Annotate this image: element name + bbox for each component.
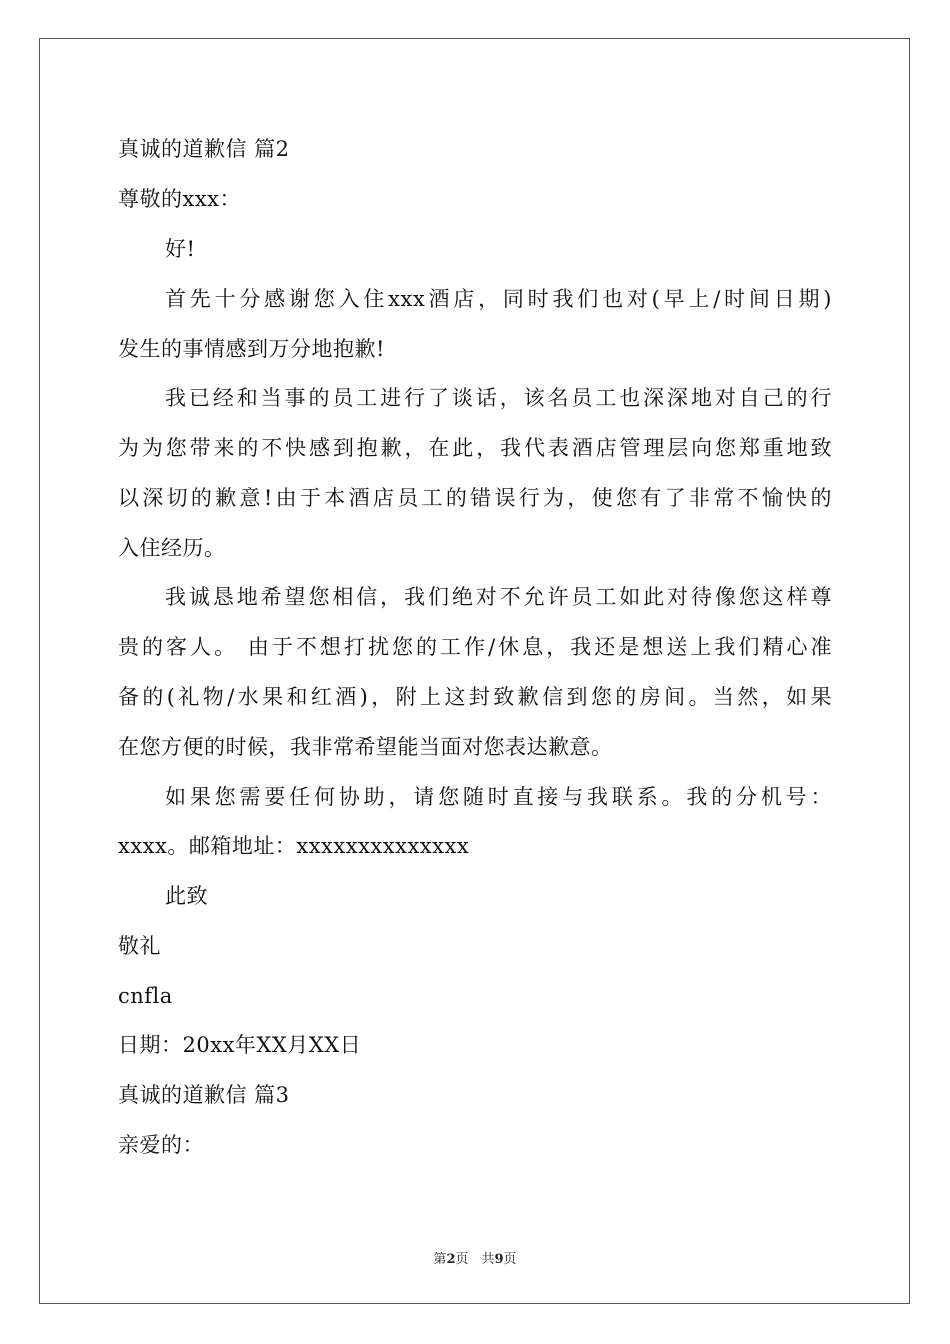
date-line: 日期：20xx年XX月XX日 <box>118 1033 362 1057</box>
paragraph-line: 入住经历。 <box>118 536 226 560</box>
signature: cnfla <box>118 984 173 1008</box>
paragraph-line: 为为您带来的不快感到抱歉，在此，我代表酒店管理层向您郑重地致 <box>118 436 832 460</box>
footer-mid: 页 共 <box>455 1252 495 1267</box>
paragraph-line: 首先十分感谢您入住xxx酒店，同时我们也对(早上/时间日期) <box>165 287 832 311</box>
footer-page-number: 2 <box>446 1252 456 1267</box>
closing-line: 此致 <box>165 884 208 908</box>
paragraph-line: 贵的客人。 由于不想打扰您的工作/休息，我还是想送上我们精心准 <box>118 635 832 659</box>
salutation: 尊敬的xxx： <box>118 187 242 211</box>
paragraph-line: 如果您需要任何协助，请您随时直接与我联系。我的分机号： <box>165 785 832 809</box>
salutation: 亲爱的： <box>118 1133 204 1157</box>
section-heading: 真诚的道歉信 篇3 <box>118 1083 290 1107</box>
footer-prefix: 第 <box>433 1252 447 1267</box>
page-footer <box>0 1248 950 1267</box>
closing-line: 敬礼 <box>118 934 161 958</box>
paragraph-line: 我已经和当事的员工进行了谈话，该名员工也深深地对自己的行 <box>165 386 832 410</box>
paragraph-line: 在您方便的时候，我非常希望能当面对您表达歉意。 <box>118 735 613 759</box>
section-heading: 真诚的道歉信 篇2 <box>118 137 290 161</box>
paragraph-line: 以深切的歉意!由于本酒店员工的错误行为，使您有了非常不愉快的 <box>118 486 832 510</box>
greeting: 好! <box>165 237 196 261</box>
page-frame <box>39 38 910 1304</box>
paragraph-line: xxxx。邮箱地址：xxxxxxxxxxxxxx <box>118 834 470 858</box>
paragraph-line: 我诚恳地希望您相信，我们绝对不允许员工如此对待像您这样尊 <box>165 585 832 609</box>
footer-suffix: 页 <box>503 1252 517 1267</box>
footer-total-pages: 9 <box>494 1252 504 1267</box>
paragraph-line: 备的(礼物/水果和红酒)，附上这封致歉信到您的房间。当然，如果 <box>118 685 832 709</box>
paragraph-line: 发生的事情感到万分地抱歉! <box>118 337 385 361</box>
